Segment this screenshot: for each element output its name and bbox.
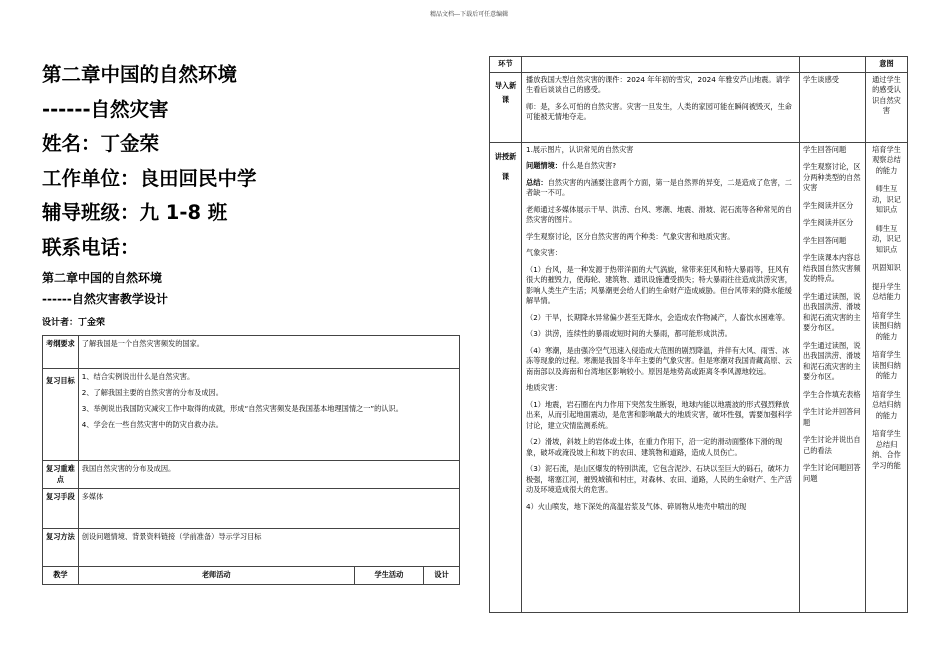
para-text: （2）滑坡，斜坡上的岩体或土体，在重力作用下，沿一定的滑动面整体下滑的现象，破坏或淹没坡上和坡下的农田、建筑物和道路，造成人员伤亡。 — [526, 437, 783, 457]
design-intent — [866, 142, 908, 612]
paragraph: 播放我国大型自然灾害的课件：2024 年年初的雪灾，2024 年雅安芦山地震。请学生看后谈谈自己的感受。 — [526, 74, 790, 94]
list-item: 培育学生总结归纳、合作学习的能 — [872, 429, 901, 470]
paragraph — [526, 464, 795, 496]
list-item: 师生互动，识记知识点 — [872, 223, 901, 254]
paragraph — [526, 313, 795, 324]
teacher-activity — [522, 72, 800, 142]
watermark: 精品文档---下载后可任意编辑 — [430, 11, 509, 18]
paragraph — [526, 178, 795, 199]
list-item: 师生互动，识记知识点 — [872, 184, 901, 214]
lesson-process-table — [489, 56, 908, 613]
para-text: 气象灾害： — [526, 248, 562, 257]
row-content: 多媒体 — [78, 489, 459, 529]
list-item: 3、举例说出我国防灾减灾工作中取得的成就，形成“自然灾害频发是我国基本地理国情之一”的认识。 — [81, 404, 403, 413]
list-item: 学生观察讨论，区分两种类型的自然灾害 — [803, 162, 861, 192]
row-label: 讲授新课 — [490, 142, 522, 612]
para-text: 自然灾害的内涵要注意两个方面，第一是自然界的异变，二是造成了危害，二者缺一不可。 — [526, 177, 792, 197]
list-item: 培育学生观察总结的能力 — [872, 144, 901, 175]
author-name: 姓名：丁金荣 — [42, 132, 160, 155]
table-row — [43, 567, 460, 585]
row-content: 了解我国是一个自然灾害频发的国家。 — [78, 336, 459, 369]
student-activity: 学生谈感受 — [800, 72, 866, 142]
paragraph — [526, 329, 795, 340]
list-item: 1、结合实例说出什么是自然灾害。 — [81, 372, 195, 381]
list-item: 4、学会在一些自然灾害中的防灾自救办法。 — [81, 420, 223, 429]
teacher-activity — [522, 142, 800, 612]
column-header: 意图 — [866, 57, 908, 73]
list-item: 学生合作填充表格 — [803, 389, 861, 399]
table-row — [43, 489, 460, 529]
section-heading: 第二章中国的自然环境 — [42, 271, 163, 285]
para-text: （1）地震，岩石圈在内力作用下突然发生断裂，地球内能以地震波的形式强烈释放出来，从而引起地面震动，是危害和影响最大的地质灾害，破坏性强，需要加强科学讨论，建立灾情监测系统。 — [526, 399, 792, 430]
list-item: 学生阅读并区分 — [803, 218, 854, 227]
table-row — [490, 72, 908, 142]
para-lead: 问题情境： — [526, 161, 562, 170]
table-row — [490, 57, 908, 73]
contact-phone: 联系电话： — [42, 235, 140, 259]
para-text: （3）洪涝，连续性的暴雨或短时间的大暴雨，都可能形成洪涝。 — [526, 329, 732, 338]
column-header: 学生活动 — [354, 567, 423, 585]
para-text: （4）寒潮，是由强冷空气迅速入侵造成大范围的剧烈降温，并伴有大风、雨雪、冰冻等现象的过程。寒潮是我国冬半年主要的气象灾害。但是寒潮对我国青藏高原、云南南部以及海南和台湾地区影响较小。原因是地势高或距离冬季风源地较远。 — [526, 345, 792, 376]
row-label: 复习重难点 — [43, 461, 79, 489]
list-item: 培育学生读图归纳的能力 — [872, 310, 901, 341]
paragraph — [526, 205, 795, 226]
paragraph — [526, 437, 795, 458]
list-item: 学生讨论并回答问题 — [803, 407, 861, 427]
left-page — [42, 58, 467, 585]
para-text: 学生观察讨论，区分自然灾害的两个种类：气象灾害和地质灾害。 — [526, 231, 735, 241]
list-item: 学生读课本内容总结我国自然灾害频发的特点。 — [803, 253, 861, 283]
table-row — [43, 529, 460, 567]
paragraph — [526, 346, 795, 378]
row-content: 创设问题情境、背景资料链接（学前准备）导示学习目标 — [78, 529, 459, 567]
row-content: 我国自然灾害的分布及成因。 — [78, 461, 459, 489]
student-activity — [800, 142, 866, 612]
column-header: 设计 — [424, 567, 460, 585]
column-header — [522, 57, 800, 73]
column-header: 环节 — [490, 57, 522, 73]
row-label: 导入新课 — [490, 72, 522, 142]
list-item: 2、了解我国主要的自然灾害的分布及成因。 — [81, 388, 223, 397]
para-text: 老师通过多媒体展示干旱、洪涝、台风、寒潮、地震、滑坡、泥石流等各种常见的自然灾害的图片。 — [526, 204, 792, 224]
column-header: 老师活动 — [78, 567, 354, 585]
para-text: 4）火山喷发，地下深处的高温岩浆及气体、碎屑物从地壳中喷出的现 — [526, 501, 747, 511]
para-text: （2）干旱，长期降水异常偏少甚至无降水，会造成农作物减产，人畜饮水困难等。 — [526, 312, 790, 322]
designer-line: 设计者：丁金荣 — [42, 318, 106, 328]
row-label: 复习目标 — [43, 369, 79, 461]
right-page — [489, 56, 908, 613]
list-item: 学生回答问题 — [803, 235, 847, 245]
list-item: 学生通过读图，说出我国洪涝、滑坡和泥石流灾害的主要分布区。 — [803, 291, 861, 332]
table-row — [43, 336, 460, 369]
para-text: 地质灾害： — [526, 383, 562, 392]
column-header — [800, 57, 866, 73]
table-row — [43, 369, 460, 461]
table-row — [490, 142, 908, 612]
para-text: （3）泥石流，是山区爆发的特别洪流，它包含泥沙、石块以至巨大的砾石，破坏力极强，堵塞江河，摧毁城镇和村庄，对森林、农田、道路，人民的生命财产、生产活动及环境造成很大的危害。 — [526, 464, 792, 494]
list-item: 培育学生总结归纳的能力 — [872, 389, 901, 420]
list-item: 巩固知识 — [872, 263, 901, 272]
doc-title: 第二章中国的自然环境 — [42, 63, 238, 86]
para-text: （1）台风，是一种发源于热带洋面的大气涡旋，常带来狂风和特大暴雨等，狂风有很大的摧毁力，使海轮、建筑物、通讯设施遭受损失；特大暴雨往往造成洪涝灾害，影响人类生产生活；风暴潮更会给人们的生命财产造成威胁。但台风带来的降水能缓解旱情。 — [526, 264, 792, 305]
row-label: 复习手段 — [43, 489, 79, 529]
list-item: 学生讨论并说出自己的看法 — [803, 435, 861, 455]
paragraph: 师：是，多么可怕的自然灾害。灾害一旦发生，人类的家园可能在瞬间被毁灭，生命可能被无情地夺走。 — [526, 101, 792, 121]
list-item: 培育学生读图归纳的能力 — [872, 350, 901, 380]
row-content — [78, 369, 459, 461]
para-lead: 总结： — [526, 177, 548, 187]
paragraph — [526, 400, 795, 432]
paragraph — [526, 145, 795, 156]
review-plan-table — [42, 335, 460, 585]
paragraph — [526, 383, 795, 394]
tutoring-class: 辅导班级：九 1-8 班 — [42, 201, 228, 224]
table-row — [43, 461, 460, 489]
design-intent: 通过学生的感受认识自然灾害 — [866, 72, 908, 142]
column-header: 教学 — [43, 567, 79, 585]
doc-subtitle: ------自然灾害 — [42, 97, 169, 121]
list-item: 学生通过读图，说出我国洪涝、滑坡和泥石流灾害的主要分布区。 — [803, 340, 861, 381]
list-item: 学生讨论问题回答问题 — [803, 463, 861, 483]
row-label: 复习方法 — [43, 529, 79, 567]
list-item: 提升学生总结能力 — [872, 281, 901, 301]
paragraph — [526, 161, 795, 172]
section-subheading: ------自然灾害教学设计 — [42, 292, 168, 306]
paragraph — [526, 265, 795, 307]
paragraph — [526, 232, 795, 243]
list-item: 学生回答问题 — [803, 144, 847, 154]
list-item: 学生阅读并区分 — [803, 200, 854, 210]
row-label: 考纲要求 — [43, 336, 79, 369]
paragraph — [526, 502, 795, 513]
work-unit: 工作单位：良田回民中学 — [42, 166, 257, 190]
paragraph — [526, 248, 795, 259]
para-text: 什么是自然灾害? — [561, 161, 617, 170]
para-text: 1.展示图片，认识常见的自然灾害 — [526, 144, 634, 154]
